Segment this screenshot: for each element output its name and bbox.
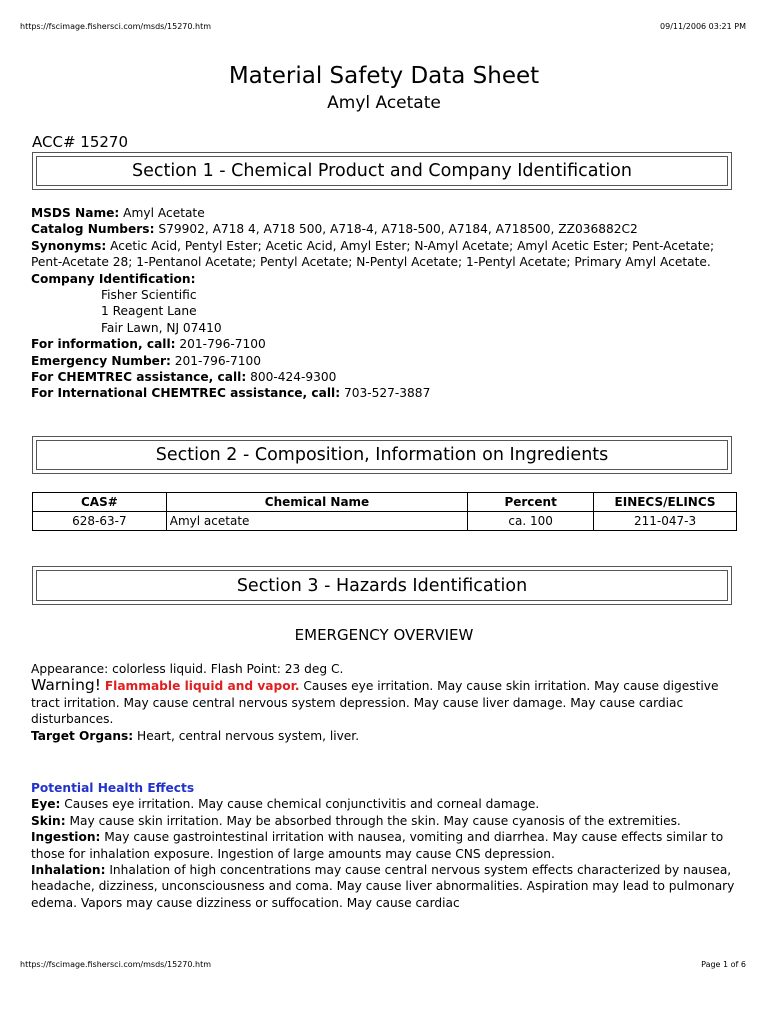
- company-label: Company Identification:: [31, 271, 196, 286]
- appearance-line: Appearance: colorless liquid. Flash Point: 23 deg C.: [31, 662, 344, 676]
- ingestion-label: Ingestion:: [31, 830, 101, 845]
- table-cell: 628-63-7: [33, 512, 167, 531]
- health-effects-title: Potential Health Effects: [31, 781, 195, 795]
- intl-chemtrec-value: 703-527-3887: [340, 386, 431, 401]
- footer-page-number: Page 1 of 6: [701, 960, 746, 969]
- target-organs-value: Heart, central nervous system, liver.: [133, 728, 360, 743]
- header-url: https://fscimage.fishersci.com/msds/15270.htm: [20, 22, 212, 31]
- emergency-line: [31, 353, 737, 369]
- inhalation-line: [31, 862, 737, 911]
- catalog-value: S79902, A718 4, A718 500, A718-4, A718-500, A7184, A718500, ZZ036882C2: [154, 222, 638, 237]
- chemtrec-label: For CHEMTREC assistance, call:: [31, 370, 247, 385]
- column-header: Percent: [468, 493, 594, 512]
- column-header: Chemical Name: [166, 493, 467, 512]
- skin-value: May cause skin irritation. May be absorbed through the skin. May cause cyanosis of the extremities.: [65, 813, 681, 828]
- column-header: EINECS/ELINCS: [594, 493, 737, 512]
- catalog-line: [31, 221, 737, 237]
- section-1-heading-box: [32, 152, 732, 190]
- target-organs-label: Target Organs:: [31, 728, 134, 743]
- page-subtitle: Amyl Acetate: [327, 93, 441, 113]
- intl-chemtrec-label: For International CHEMTREC assistance, call:: [31, 386, 341, 401]
- emergency-label: Emergency Number:: [31, 353, 171, 368]
- catalog-label: Catalog Numbers:: [31, 222, 155, 237]
- eye-label: Eye:: [31, 797, 61, 812]
- target-organs-line: [31, 728, 737, 744]
- inhalation-label: Inhalation:: [31, 863, 106, 878]
- info-label: For information, call:: [31, 337, 176, 352]
- health-effects-body: [31, 780, 737, 911]
- table-header-row: [33, 493, 737, 512]
- company-line: Fisher Scientific: [101, 288, 197, 303]
- column-header: CAS#: [33, 493, 167, 512]
- ingestion-value: May cause gastrointestinal irritation with nausea, vomiting and diarrhea. May cause effects similar to those for inhalation exposure. Ingestion of large amounts may cause CNS depression.: [31, 830, 724, 861]
- composition-table: [32, 492, 737, 531]
- emergency-value: 201-796-7100: [170, 353, 262, 368]
- intl-chemtrec-line: [31, 385, 737, 401]
- msds-name-value: Amyl Acetate: [119, 206, 205, 220]
- section-1-body: [31, 205, 737, 402]
- flammable-warning: Flammable liquid and vapor.: [104, 679, 300, 694]
- header-datetime: 09/11/2006 03:21 PM: [660, 22, 746, 31]
- synonyms-label: Synonyms:: [31, 238, 107, 253]
- warning-label: Warning!: [31, 676, 101, 695]
- table-cell: 211-047-3: [594, 512, 737, 531]
- skin-line: [31, 813, 737, 829]
- company-label-line: [31, 271, 737, 287]
- emergency-overview-body: [31, 661, 737, 744]
- msds-name-line: [31, 205, 737, 221]
- section-2-heading: Section 2 - Composition, Information on Ingredients: [36, 440, 728, 470]
- company-line: 1 Reagent Lane: [101, 304, 197, 319]
- inhalation-value: Inhalation of high concentrations may cause central nervous system effects characterized by nausea, headache, dizziness, unconsciousness and coma. May cause liver abnormalities. Aspiration may lead to pulmonary edema. Vapors may cause dizziness or suffocation. May cause cardiac: [31, 863, 735, 910]
- chemtrec-value: 800-424-9300: [246, 370, 337, 385]
- emergency-overview-title: EMERGENCY OVERVIEW: [294, 626, 474, 644]
- msds-name-label: MSDS Name:: [31, 206, 120, 220]
- synonyms-value: Acetic Acid, Pentyl Ester; Acetic Acid, Amyl Ester; N-Amyl Acetate; Amyl Acetic Ester; Pent-Acetate; Pent-Acetate 28; 1-Pentanol Acetate; Pentyl Acetate; N-Pentyl Acetate; 1-Pentyl Acetate; Primary Amyl Acetate.: [31, 238, 715, 270]
- acc-number: ACC# 15270: [32, 133, 128, 151]
- info-line: [31, 336, 737, 352]
- section-3-heading: Section 3 - Hazards Identification: [36, 570, 728, 601]
- footer-url: https://fscimage.fishersci.com/msds/15270.htm: [20, 960, 212, 969]
- company-line: Fair Lawn, NJ 07410: [101, 320, 222, 335]
- info-value: 201-796-7100: [175, 337, 266, 352]
- synonyms-line: [31, 238, 737, 271]
- eye-value: Causes eye irritation. May cause chemical conjunctivitis and corneal damage.: [60, 797, 540, 812]
- section-3-heading-box: [32, 566, 732, 605]
- section-2-heading-box: [32, 436, 732, 474]
- table-row: [33, 512, 737, 531]
- table-cell: Amyl acetate: [166, 512, 467, 531]
- eye-line: [31, 796, 737, 812]
- warning-paragraph: [31, 677, 737, 727]
- page-title: Material Safety Data Sheet: [228, 63, 540, 89]
- skin-label: Skin:: [31, 813, 66, 828]
- table-cell: ca. 100: [468, 512, 594, 531]
- warning-text: Causes eye irritation. May cause skin irritation. May cause digestive tract irritation. May cause central nervous system depression. May cause liver damage. May cause cardiac disturbances.: [31, 679, 719, 727]
- ingestion-line: [31, 829, 737, 862]
- chemtrec-line: [31, 369, 737, 385]
- section-1-heading: Section 1 - Chemical Product and Company Identification: [36, 156, 728, 186]
